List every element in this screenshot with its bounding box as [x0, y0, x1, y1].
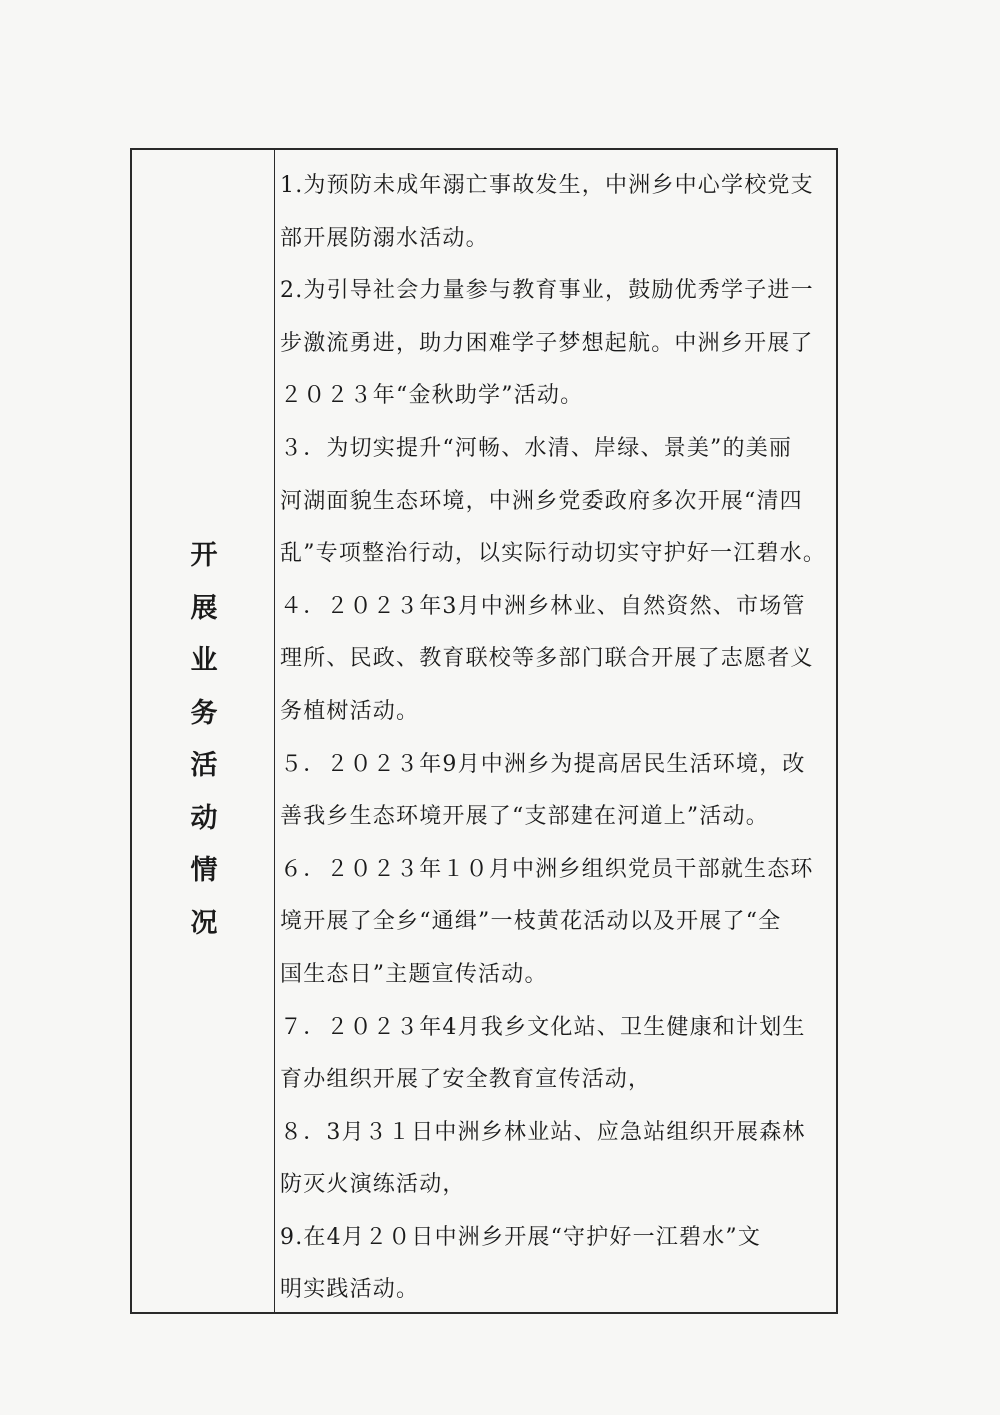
list-item: [280, 581, 836, 739]
item-line: ３．为切实提升“河畅、水清、岸绿、景美”的美丽: [280, 435, 793, 461]
list-item: [280, 844, 836, 1002]
item-line: ６．２０２３年１０月中洲乡组织党员干部就生态环: [280, 856, 814, 882]
section-label-char: 动: [190, 802, 218, 834]
item-line: 2.为引导社会力量参与教育事业，鼓励优秀学子进一: [280, 278, 814, 304]
item-line: 明实践活动。: [280, 1277, 420, 1303]
item-line: ７．２０２３年4月我乡文化站、卫生健康和计划生: [280, 1014, 806, 1040]
list-item: [280, 739, 836, 844]
item-line: 河湖面貌生态环境，中洲乡党委政府多次开展“清四: [280, 488, 803, 514]
item-line: 务植树活动。: [280, 698, 420, 724]
list-item: [280, 423, 836, 581]
item-line: ２０２３年“金秋助学”活动。: [280, 383, 584, 409]
item-line: 1.为预防未成年溺亡事故发生，中洲乡中心学校党支: [280, 173, 814, 198]
list-item: [280, 1107, 836, 1212]
item-line: 理所、民政、教育联校等多部门联合开展了志愿者义: [280, 646, 814, 672]
list-item: [280, 160, 836, 265]
list-item: [280, 1002, 836, 1107]
section-label-char: 业: [190, 645, 218, 676]
section-label-char: 展: [190, 592, 218, 624]
item-line: ４．２０２３年3月中洲乡林业、自然资然、市场管: [280, 593, 806, 619]
item-line: 步激流勇进，助力困难学子梦想起航。中洲乡开展了: [280, 330, 814, 356]
item-line: 乱”专项整治行动，以实际行动切实守护好一江碧水。: [280, 541, 827, 567]
item-line: ８．3月３１日中洲乡林业站、应急站组织开展森林: [280, 1119, 806, 1145]
column-divider: [274, 150, 275, 1312]
list-item: [280, 1212, 836, 1317]
section-label-char: 开: [190, 540, 218, 571]
item-line: 育办组织开展了安全教育宣传活动，: [280, 1067, 652, 1093]
item-line: 9.在4月２０日中洲乡开展“守护好一江碧水”文: [280, 1224, 762, 1250]
item-line: 防灭火演练活动，: [280, 1172, 466, 1198]
section-label-cell: [132, 150, 274, 1312]
item-line: 部开展防溺水活动。: [280, 225, 489, 251]
item-line: ５．２０２３年9月中洲乡为提高居民生活环境，改: [280, 751, 806, 777]
item-line: 善我乡生态环境开展了“支部建在河道上”活动。: [280, 804, 769, 830]
item-line: 国生态日”主题宣传活动。: [280, 961, 548, 987]
item-line: 境开展了全乡“通缉”一枝黄花活动以及开展了“全: [280, 909, 782, 935]
section-label-char: 况: [190, 907, 218, 939]
section-label-char: 活: [190, 750, 218, 781]
activity-table: [130, 148, 838, 1314]
section-label: [184, 530, 224, 950]
list-item: [280, 265, 836, 423]
section-label-char: 情: [190, 855, 218, 886]
section-label-char: 务: [190, 697, 218, 729]
activity-list: [280, 160, 836, 1317]
